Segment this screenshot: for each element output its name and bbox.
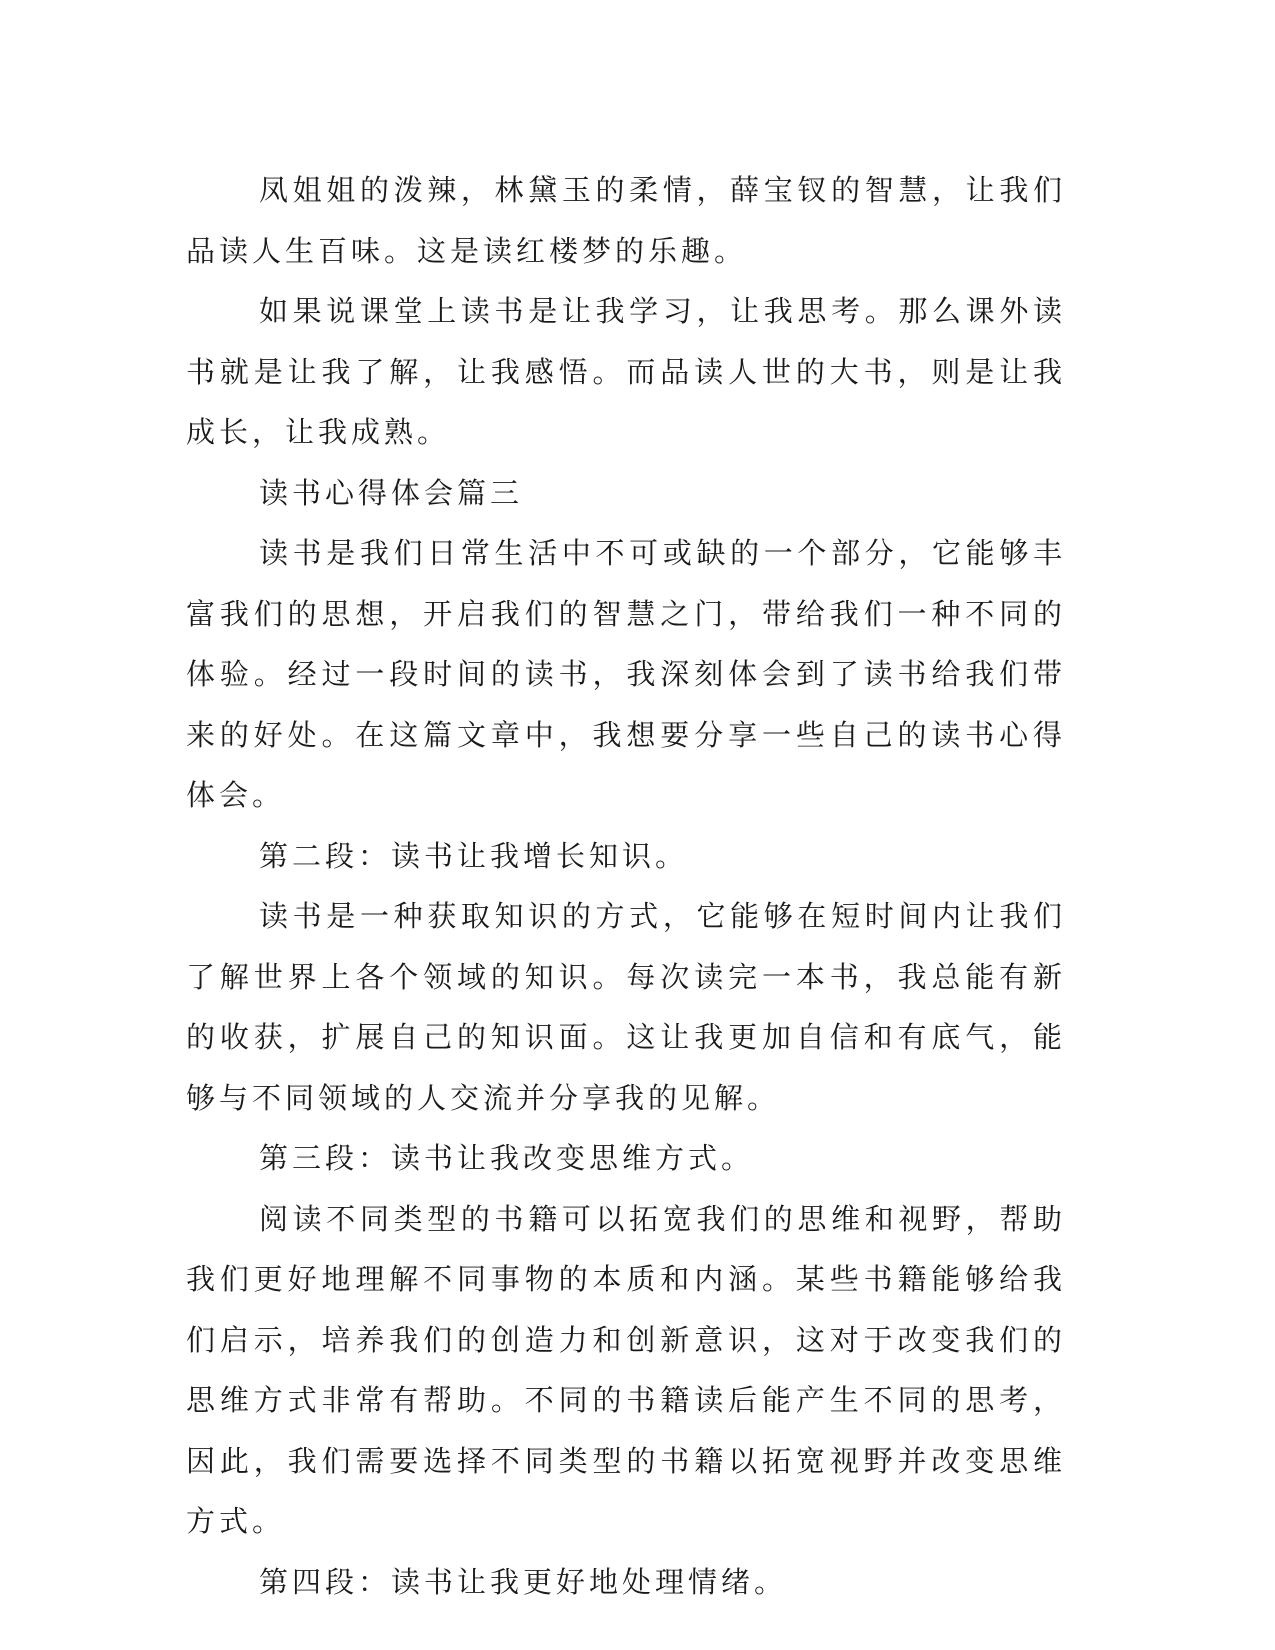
subheading-section-4: 第四段：读书让我更好地处理情绪。 [259, 1564, 788, 1599]
section-heading: 读书心得体会篇三 [259, 475, 524, 510]
paragraph-section-3: 阅读不同类型的书籍可以拓宽我们的思维和视野，帮助我们更好地理解不同事物的本质和内涵。某些书籍能够给我们启示，培养我们的创造力和创新意识，这对于改变我们的思维方式非常有帮助。不同的书籍读后能产生不同的思考，因此，我们需要选择不同类型的书籍以拓宽视野并改变思维方式。 [186, 1201, 1066, 1538]
paragraph-intro: 读书是我们日常生活中不可或缺的一个部分，它能够丰富我们的思想，开启我们的智慧之门，带给我们一种不同的体验。经过一段时间的读书，我深刻体会到了读书给我们带来的好处。在这篇文章中，我想要分享一些自己的读书心得体会。 [186, 536, 1066, 812]
paragraph-2: 如果说课堂上读书是让我学习，让我思考。那么课外读书就是让我了解，让我感悟。而品读人世的大书，则是让我成长，让我成熟。 [186, 294, 1066, 449]
paragraph-section-2: 读书是一种获取知识的方式，它能够在短时间内让我们了解世界上各个领域的知识。每次读完一本书，我总能有新的收获，扩展自己的知识面。这让我更加自信和有底气，能够与不同领域的人交流并分享我的见解。 [186, 899, 1066, 1115]
subheading-section-3: 第三段：读书让我改变思维方式。 [259, 1141, 755, 1175]
subheading-section-2: 第二段：读书让我增长知识。 [259, 838, 689, 873]
document-body [186, 160, 1066, 1612]
paragraph-1: 凤姐姐的泼辣，林黛玉的柔情，薛宝钗的智慧，让我们品读人生百味。这是读红楼梦的乐趣。 [186, 173, 1066, 268]
